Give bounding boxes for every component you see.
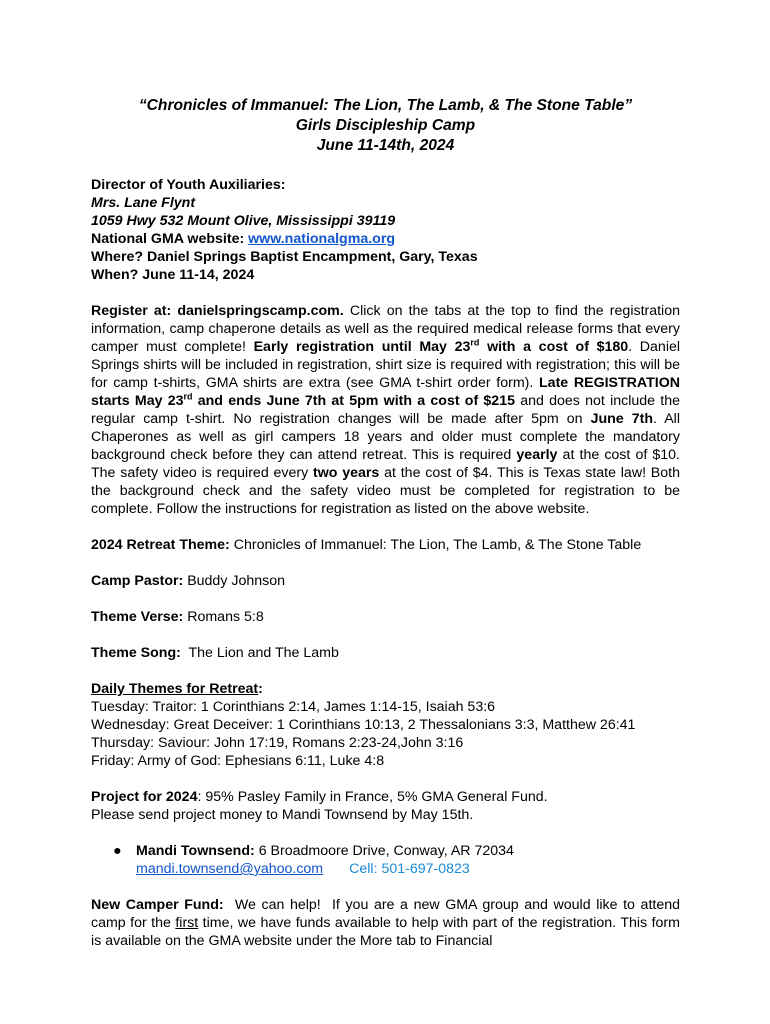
fund-label: New Camper Fund: [91, 897, 224, 913]
late-text-a: Late REGISTRATION starts May 23 [91, 375, 680, 409]
project-value: : 95% Pasley Family in France, 5% GMA General Fund. [197, 789, 548, 805]
daily-heading-line [91, 680, 680, 698]
mandi-line-2 [136, 860, 680, 878]
register-text-5: at the cost of $10. The safety video is required every [91, 447, 680, 481]
list-item: Thursday: Saviour: John 17:19, Romans 2:23-24,John 3:16 [91, 735, 464, 751]
early-text-a: Early registration until May 23 [253, 339, 471, 355]
early-text-b: with a cost of $180 [479, 339, 629, 355]
mandi-address: 6 Broadmoore Drive, Conway, AR 72034 [254, 843, 514, 859]
register-text-1: Click on the tabs at the top to find the registration information, camp chaperone details as well as the required medical release forms that every camper must complete! [91, 303, 680, 355]
theme-verse [91, 608, 680, 626]
camp-pastor [91, 572, 680, 590]
project-line [91, 788, 680, 806]
fund-text-2: time, we have funds available to help with part of the registration. This form is available on the GMA website under the More tab to Financial [91, 915, 680, 949]
register-text-4: . All Chaperones as well as girl campers 18 years and older must complete the mandatory background check before they can attend retreat. This is required [91, 411, 680, 463]
mandi-line-1 [136, 842, 680, 860]
where-line: Where? Daniel Springs Baptist Encampment, Gary, Texas [91, 249, 478, 265]
project-instructions: Please send project money to Mandi Townsend by May 15th. [91, 807, 474, 823]
mandi-email-link[interactable]: mandi.townsend@yahoo.com [136, 861, 324, 877]
title-line-1: “Chronicles of Immanuel: The Lion, The Lamb, & The Stone Table” [138, 97, 633, 114]
daily-heading: Daily Themes for Retreat [91, 681, 259, 697]
register-text-3: and does not include the regular camp t-shirt. No registration changes will be made after 5pm on [91, 393, 680, 427]
verse-value: Romans 5:8 [183, 609, 264, 625]
retreat-theme [91, 536, 680, 554]
title-line-2: Girls Discipleship Camp [295, 117, 476, 134]
pastor-value: Buddy Johnson [183, 573, 286, 589]
bullet-icon: ● [113, 843, 122, 859]
daily-themes [91, 680, 680, 770]
verse-label: Theme Verse: [91, 609, 184, 625]
website-link[interactable]: www.nationalgma.org [248, 231, 396, 247]
website-line [91, 230, 680, 248]
song-value: The Lion and The Lamb [180, 645, 339, 661]
theme-label: 2024 Retreat Theme: [91, 537, 230, 553]
yearly-emphasis: yearly [516, 447, 558, 463]
register-paragraph [91, 302, 680, 518]
new-camper-fund [91, 896, 684, 950]
document-title [91, 96, 680, 156]
project-block [91, 788, 680, 824]
mandi-name: Mandi Townsend: [136, 843, 255, 859]
document-page [91, 96, 684, 950]
register-text-2: . Daniel Springs shirts will be included in registration, shirt size is required with registration; this will be for camp t-shirts, GMA shirts are extra (see GMA t-shirt order form). [91, 339, 681, 391]
daily-colon: : [258, 681, 263, 697]
website-label: National GMA website: [91, 231, 249, 247]
early-sup: rd [470, 337, 480, 348]
when-line: When? June 11-14, 2024 [91, 267, 255, 283]
theme-value: Chronicles of Immanuel: The Lion, The Lamb, & The Stone Table [229, 537, 642, 553]
list-item: Tuesday: Traitor: 1 Corinthians 2:14, James 1:14-15, Isaiah 53:6 [91, 699, 496, 715]
project-label: Project for 2024 [91, 789, 198, 805]
register-text-6: at the cost of $4. This is Texas state law! Both the background check and the safety video must be completed for registration to be complete. Follow the instructions for registration as listed on the above website. [91, 465, 680, 517]
late-sup: rd [183, 391, 193, 402]
mandi-contact [91, 842, 680, 878]
june-7-deadline: June 7th [590, 411, 654, 427]
register-lead: Register at: danielspringscamp.com. [91, 303, 344, 319]
title-line-3: June 11-14th, 2024 [316, 137, 455, 154]
fund-first: first [175, 915, 199, 931]
mandi-cell: Cell: 501-697-0823 [349, 861, 470, 877]
theme-song [91, 644, 680, 662]
fund-text-1: We can help! If you are a new GMA group and would like to attend camp for the [91, 897, 684, 931]
late-text-b: and ends June 7th at 5pm with a cost of $215 [192, 393, 515, 409]
song-label: Theme Song: [91, 645, 181, 661]
early-registration [254, 339, 629, 355]
list-item: Wednesday: Great Deceiver: 1 Corinthians 10:13, 2 Thessalonians 3:3, Matthew 26:41 [91, 717, 636, 733]
director-label: Director of Youth Auxiliaries: [91, 177, 286, 193]
list-item: Friday: Army of God: Ephesians 6:11, Luke 4:8 [91, 753, 385, 769]
director-address: 1059 Hwy 532 Mount Olive, Mississippi 39119 [91, 213, 396, 229]
pastor-label: Camp Pastor: [91, 573, 184, 589]
director-name: Mrs. Lane Flynt [91, 195, 196, 211]
contact-block [91, 176, 680, 284]
two-years-emphasis: two years [313, 465, 380, 481]
